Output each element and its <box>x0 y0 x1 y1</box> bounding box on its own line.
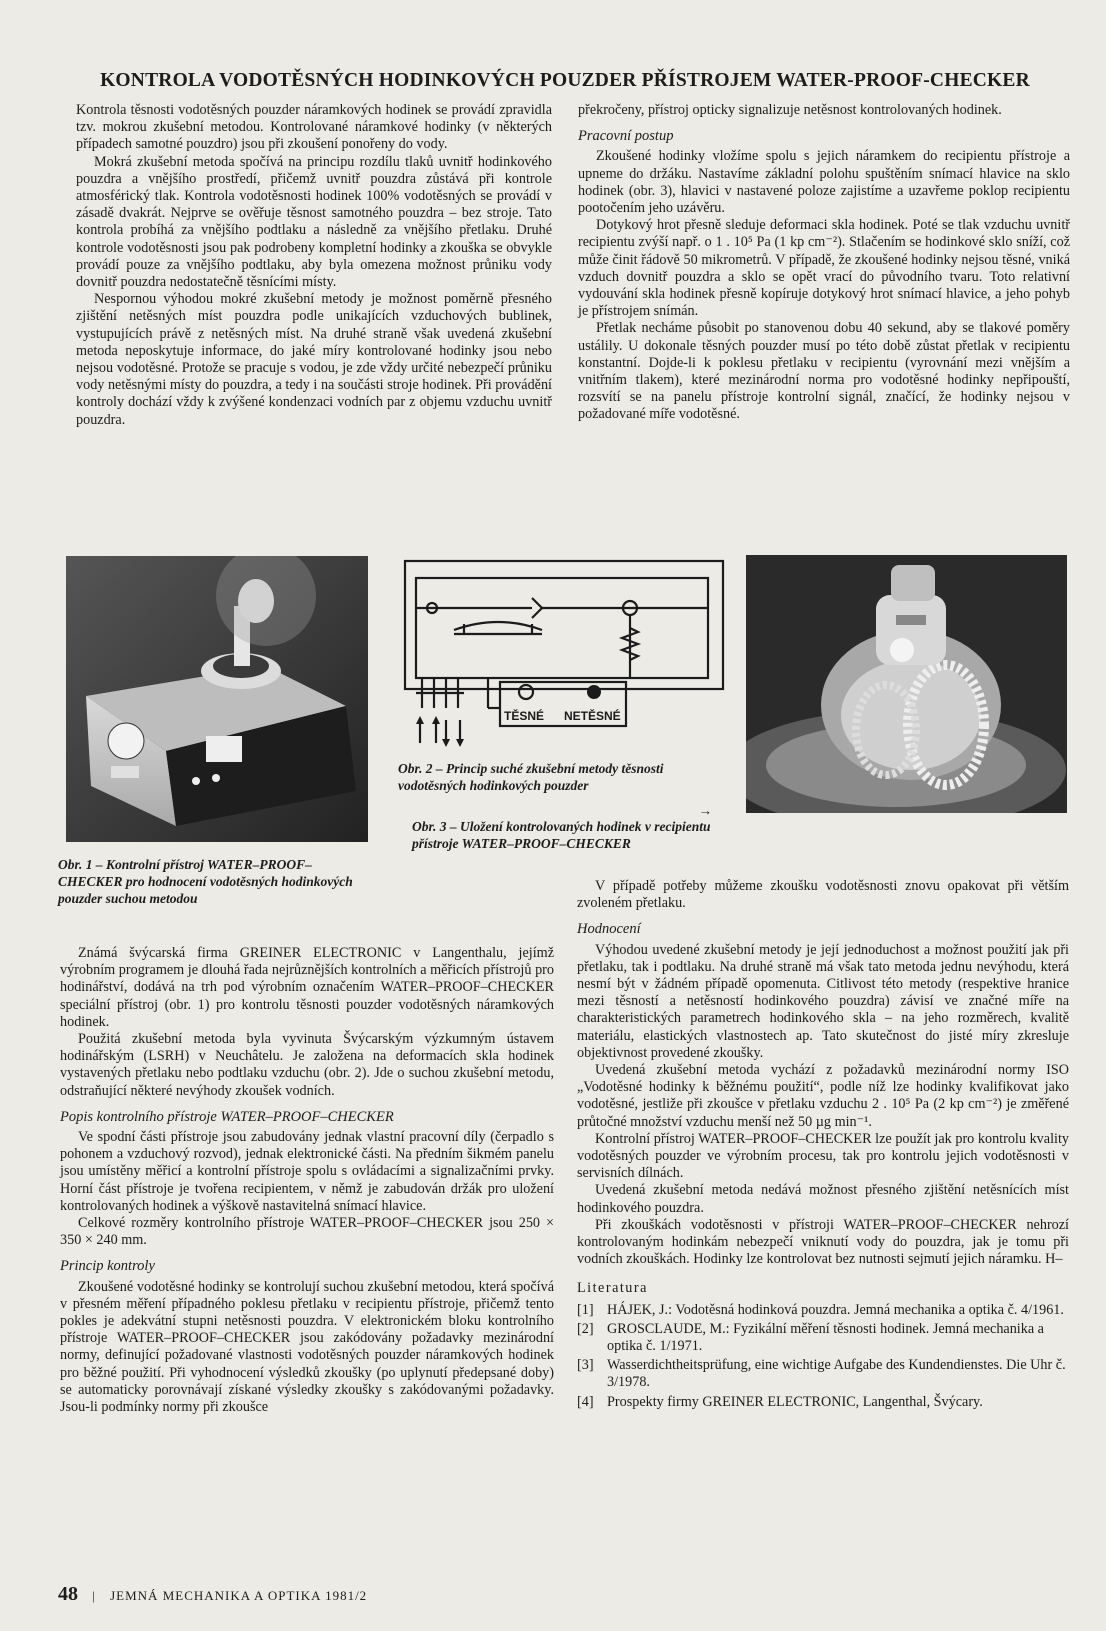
paragraph: Uvedená zkušební metoda nedává možnost přesného zjištění netěsnících míst hodinkového pouzdra. <box>577 1182 1069 1216</box>
paragraph: Výhodou uvedené zkušební metody je její jednoduchost a možnost použití jak při přetlaku, tak i podtlaku. Na druhé straně má však tato metoda jednu nevýhodu, která nesmí být v žádném případě opomenuta. Citlivost této metody (respektive hranice mezi těsností a netěsností hodinkového pouzdra) závisí ve značné míře na charakteristických parametrech hodinkového skla – na jeho rozměrech, kvalitě materiálu, elastických vlastnostech ap. Tato skutečnost do jisté míry zkresluje objektivnost provedené zkoušky. <box>577 941 1069 1061</box>
figure-3-caption <box>412 803 742 852</box>
right-column-top <box>578 102 1070 424</box>
reference-number: [2] <box>577 1320 594 1337</box>
reference-text: HÁJEK, J.: Vodotěsná hodinková pouzdra. Jemná mechanika a optika č. 4/1961. <box>607 1301 1064 1318</box>
figure-3-caption-text: Obr. 3 – Uložení kontrolovaných hodinek v recipientu přístroje WATER–PROOF–CHECKER <box>412 819 711 851</box>
paragraph: Ve spodní části přístroje jsou zabudovány jednak vlastní pracovní díly (čerpadlo s pohonem a vzduchový rozvod), jednak elektronické části. Na předním šikmém panelu jsou umístěny měřicí a kontrolní přístroje spolu s ovládacími a signalizačními prvky. Horní část přístroje je tvořena recipientem, v němž je zabudován držák pro uložení kontrolovaných hodinek a výškově nastavitelná snímací hlavice. <box>60 1129 554 1214</box>
figure-1-photo <box>66 556 368 842</box>
housing-outline <box>405 561 723 689</box>
paragraph: Uvedená zkušební metoda vychází z požadavků mezinárodní normy ISO „Vodotěsné hodinky k běžnému použití“, podle níž lze hodinky kvalifikovat jako vodotěsné, jestliže při zkoušce v přetlaku vzduchu 2 . 10⁵ Pa (2 kp cm⁻²) je změřené průtočné množství vzduchu menší než 50 µg min⁻¹. <box>577 1062 1069 1130</box>
figure-2-caption: Obr. 2 – Princip suché zkušební metody těsnosti vodotěsných hodinkových pouzder <box>398 761 664 793</box>
paragraph: Kontrolní přístroj WATER–PROOF–CHECKER lze použít jak pro kontrolu kvality vodotěsných pouzder ve výrobním procesu, tak pro kontrolu jejich vodotěsnosti v servisních dílnách. <box>577 1130 1069 1182</box>
tight-lamp <box>519 685 533 699</box>
label-leaky: NETĚSNÉ <box>564 709 621 723</box>
principle-schematic <box>402 558 728 754</box>
leaky-lamp <box>587 685 601 699</box>
left-column-top <box>76 102 552 429</box>
reference-number: [1] <box>577 1301 594 1318</box>
article-title: KONTROLA VODOTĚSNÝCH HODINKOVÝCH POUZDER PŘÍSTROJEM WATER-PROOF-CHECKER <box>100 70 1030 91</box>
paragraph: Přetlak necháme působit po stanovenou dobu 40 sekund, aby se tlakové poměry ustálily. U dokonale těsných pouzder musí po této době zůstat přetlak v recipientu konstantní. Dojde-li k poklesu přetlaku v recipientu (vyrovnání mezi vnějším a vnitřním tlakem), které mezinárodní norma pro vodotěsné hodinky nepřipouští, rozsvítí se na panelu přístroje kontrolní signál, značící, že hodinky nejsou v požadované míře vodotěsné. <box>578 320 1070 423</box>
paragraph: Dotykový hrot přesně sleduje deformaci skla hodinek. Poté se tlak vzduchu uvnitř recipientu zvýší např. o 1 . 10⁵ Pa (1 kp cm⁻²). Stlačením se hodinkové sklo sníží, což může činit řádově 50 mikrometrů. V případě, že zkoušené hodinky nejsou těsné, vniká vzduch dovnitř pouzdra a sklo se opět vrací do původního tvaru. Toto relativní vydouvání skla hodinek přesně kopíruje dotykový hrot snímací hlavice, a jeho pohyb je přístrojem snímán. <box>578 217 1070 320</box>
footer-separator: | <box>92 1588 96 1603</box>
literature-heading: Literatura <box>577 1280 648 1297</box>
paragraph: Kontrola těsnosti vodotěsných pouzder náramkových hodinek se provádí zpravidla tzv. mokrou zkušební metodou. Kontrolované náramkové hodinky (v některých případech samotné pouzdro) jsou při zkoušení ponořeny do vody. <box>76 102 552 153</box>
journal-name: JEMNÁ MECHANIKA A OPTIKA 1981/2 <box>110 1588 368 1603</box>
reference-text: GROSCLAUDE, M.: Fyzikální měření těsnosti hodinek. Jemná mechanika a optika č. 1/1971. <box>607 1320 1044 1355</box>
reference-text: Wasserdichtheitsprüfung, eine wichtige Aufgabe des Kundendienstes. Die Uhr č. 3/1978. <box>607 1357 1066 1391</box>
paragraph: Celkové rozměry kontrolního přístroje WATER–PROOF–CHECKER jsou 250 × 350 × 240 mm. <box>60 1215 554 1249</box>
paragraph: V případě potřeby můžeme zkoušku vodotěsnosti znovu opakovat při větším zvoleném přetlaku. <box>577 878 1069 912</box>
arrow-icon: → <box>698 803 712 818</box>
reference-text: Prospekty firmy GREINER ELECTRONIC, Langenthal, Švýcary. <box>607 1393 983 1410</box>
paragraph: Zkoušené vodotěsné hodinky se kontrolují suchou zkušební metodou, která spočívá v přesném měření případného poklesu přetlaku v recipientu přístroje, přičemž tento pokles je adekvátní stupni netěsnosti pouzdra. V elektronickém bloku kontrolního přístroje WATER–PROOF–CHECKER jsou zakódovány požadavky mezinárodní normy, definující požadované vlastnosti vodotěsných pouzder náramkových hodinek pro běžné použití. Při vyhodnocení výsledků zkoušky (po uplynutí předepsané doby) se automaticky porovnávají získané výsledky zkoušky s zakódovanými požadavky. Jsou-li podmínky normy při zkoušce <box>60 1278 554 1416</box>
left-column-bottom <box>60 945 554 1416</box>
paragraph: Nespornou výhodou mokré zkušební metody je možnost poměrně přesného zjištění netěsných míst pouzdra podle unikajících vzduchových bublinek, vystupujících právě z netěsných míst. Na druhé straně však uvedená zkušební metoda neposkytuje informace, do jaké míry kontrolované hodinky jsou nebo nejsou vodotěsné. Protože se pracuje s vodou, je zde vždy určité nebezpečí průniku vody netěsnými místy do pouzdra, a tedy i na součásti stroje hodinek. Při provádění kontroly dochází vždy k zvýšené kondenzaci vodních par z objemu vzduchu uvnitř pouzdra. <box>76 291 552 428</box>
reference-number: [3] <box>577 1357 594 1374</box>
section-heading: Popis kontrolního přístroje WATER–PROOF–CHECKER <box>60 1108 394 1125</box>
paragraph: Při zkouškách vodotěsnosti v přístroji WATER–PROOF–CHECKER nehrozí kontrolovaným hodinkám nebezpečí vniknutí vody do pouzdra, jak je tomu při vodních zkouškách. Hodinky lze kontrolovat bez nutnosti sejmutí jejich náramku. H– <box>577 1216 1069 1268</box>
right-column-bottom <box>577 878 1069 1413</box>
device-illustration <box>66 556 368 842</box>
paragraph: Zkoušené hodinky vložíme spolu s jejich náramkem do recipientu přístroje a upneme do držáku. Nastavíme základní polohu spuštěním snímací hlavice na sklo hodinek (obr. 3), hlavici v nastavené poloze zajistíme a uzavřeme poklop recipientu pootočením jeho uzávěru. <box>578 148 1070 217</box>
paragraph: Známá švýcarská firma GREINER ELECTRONIC v Langenthalu, jejímž výrobním programem je dlouhá řada nejrůznějších kontrolních a měřicích přístrojů pro hodinářství, dodává na trh pod výrobním označením WATER–PROOF–CHECKER speciální přístroj (obr. 1) pro kontrolu těsnosti pouzder vodotěsných náramkových hodinek. <box>60 945 554 1030</box>
reference-item <box>577 1394 1069 1411</box>
page-footer <box>58 1583 658 1606</box>
reference-item <box>577 1321 1069 1355</box>
paragraph: Mokrá zkušební metoda spočívá na principu rozdílu tlaků uvnitř hodinkového pouzdra a vnějšího prostředí, přičemž uvnitř pouzdra zůstává při kontrole atmosférický tlak. Kontrola vodotěsnosti hodinek 100% vodotěsných se provádí v zásadě dvakrát. Nejprve se ověřuje těsnost samotného pouzdra – bez stroje. Tato kontrola probíhá za vnějšího podtlaku a následně za vnějšího přetlaku. Druhé kontrole vodotěsnosti jsou pak podrobeny kompletní hodinky a zkouška se obvykle provádí pouze za vnějšího podtlaku, aby byla omezena možnost průniku vody dovnitř pouzdra nedostatečně těsnícími místy. <box>76 153 552 291</box>
reference-item <box>577 1302 1069 1319</box>
page-number: 48 <box>58 1583 78 1605</box>
section-heading: Princip kontroly <box>60 1258 155 1275</box>
watch-in-recipient-illustration <box>746 555 1067 813</box>
section-heading: Hodnocení <box>577 921 641 938</box>
paragraph: Použitá zkušební metoda byla vyvinuta Švýcarským výzkumným ústavem hodinářským (LSRH) v Neuchâtelu. Je založena na deformacích skla hodinek vystavených přetlaku nebo podtlaku vzduchu (obr. 2). Jde o suchou zkušební metodu, odstraňující některé nevýhody zkoušek vodních. <box>60 1031 554 1099</box>
paragraph: překročeny, přístroj opticky signalizuje netěsnost kontrolovaných hodinek. <box>578 102 1002 118</box>
section-heading: Pracovní postup <box>578 128 674 145</box>
reference-number: [4] <box>577 1393 594 1410</box>
figure-2-diagram <box>402 558 728 754</box>
label-tight: TĚSNÉ <box>504 709 545 723</box>
figure-1-caption: Obr. 1 – Kontrolní přístroj WATER–PROOF–CHECKER pro hodnocení vodotěsných hodinkových pouzder suchou metodou <box>58 857 353 906</box>
figure-3-photo <box>746 555 1067 813</box>
reference-item <box>577 1357 1069 1391</box>
